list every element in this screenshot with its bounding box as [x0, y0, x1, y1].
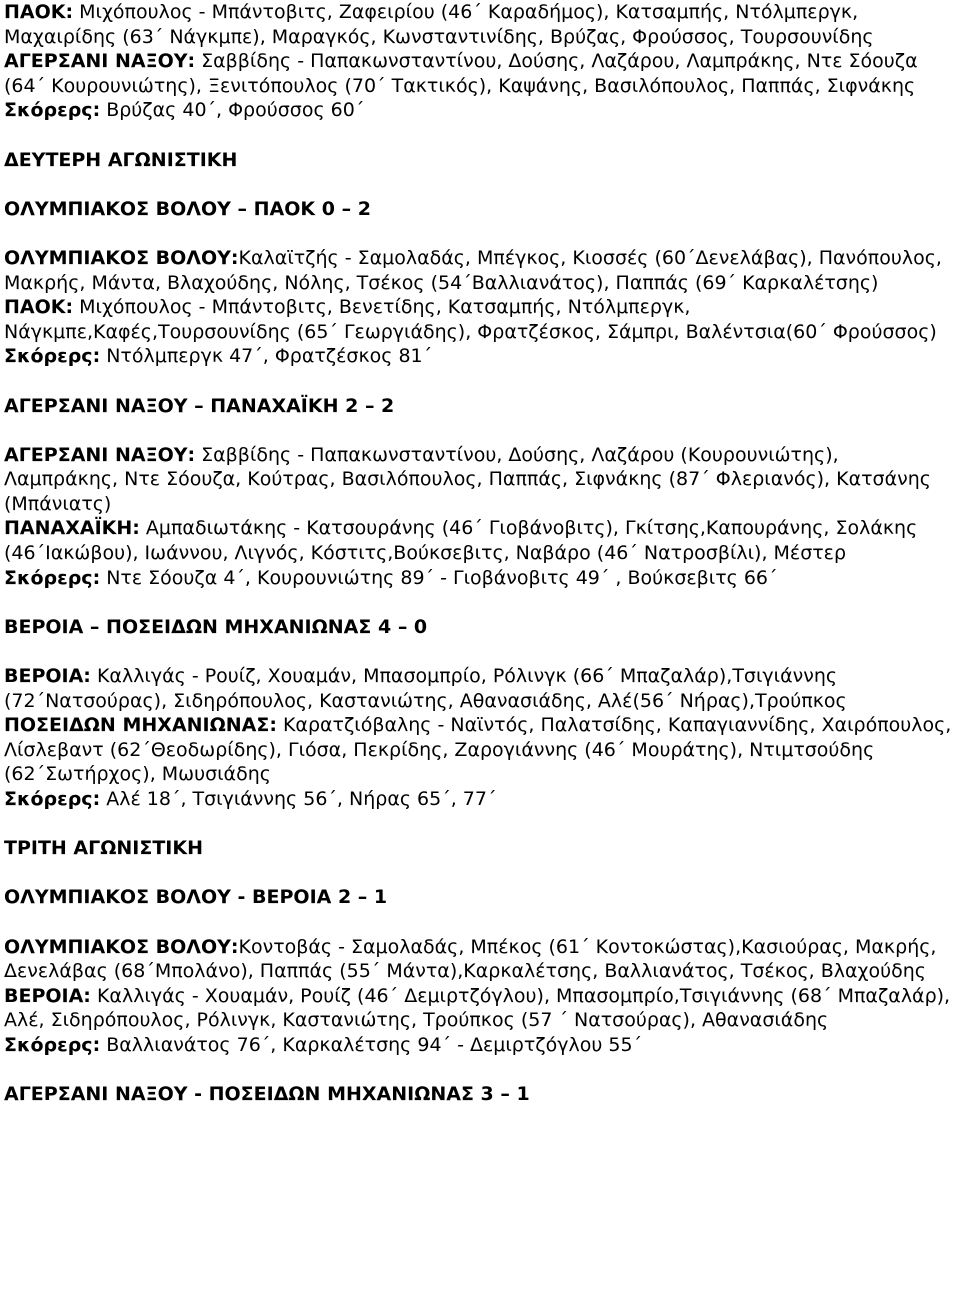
lineup-text: Κοντοβάς - Σαμολαδάς, Μπέκος (61΄ Κοντοκώστας),Κασιούρας, Μακρής, Δενελάβας (68΄Μπολάνο), Παππάς (55΄ Μάντα),Καρκαλέτσης, Βαλλιανάτος, Τσέκος, Βλαχούδης: [4, 935, 937, 983]
lineup-text: Σαββίδης - Παπακωνσταντίνου, Δούσης, Λαζάρου, Λαμπράκης, Ντε Σόουζα (64΄ Κουρουνιώτης), Ξενιτόπουλος (70΄ Τακτικός), Καψάνης, Βασιλόπουλος, Παππάς, Σιφνάκης: [4, 50, 918, 97]
lineup-paragraph: [4, 1033, 956, 1058]
team-label: ΒΕΡΟΙΑ:: [4, 665, 91, 688]
paragraph-gap: [4, 418, 956, 443]
lineup-paragraph: [4, 516, 956, 565]
lineup-text: Αμπαδιωτάκης - Κατσουράνης (46΄ Γιοβάνοβιτς), Γκίτσης,Καπουράνης, Σολάκης (46΄Ιακώβου), Ιωάννου, Λιγνός, Κόστιτς,Βούκσεβιτς, Ναβάρο (46΄ Νατροσβίλι), Μέστερ: [4, 517, 918, 565]
lineup-text: Καρατζιόβαλης - Ναϊντός, Παλατσίδης, Καπαγιαννίδης, Χαιρόπουλος, Λίσλεβαντ (62΄Θεοδωρίδης), Γιόσα, Πεκρίδης, Ζαρογιάννης (46΄ Μουράτης), Ντιμτσούδης (62΄Σωτήρχος), Μωυσιάδης: [4, 714, 952, 786]
paragraph-gap: [4, 910, 956, 935]
team-label: Σκόρερς:: [4, 99, 101, 122]
lineup-paragraph: [4, 664, 956, 713]
section-heading: ΑΓΕΡΣΑΝΙ ΝΑΞΟΥ - ΠΟΣΕΙΔΩΝ ΜΗΧΑΝΙΩΝΑΣ 3 – 1: [4, 1083, 530, 1106]
lineup-text: Ντε Σόουζα 4΄, Κουρουνιώτης 89΄ - Γιοβάνοβιτς 49΄ , Βούκσεβιτς 66΄: [100, 566, 778, 589]
team-label: ΑΓΕΡΣΑΝΙ ΝΑΞΟΥ:: [4, 443, 196, 466]
lineup-paragraph: [4, 344, 956, 369]
team-label: Σκόρερς:: [4, 345, 101, 368]
paragraph-gap: [4, 172, 956, 197]
section-heading: ΑΓΕΡΣΑΝΙ ΝΑΞΟΥ – ΠΑΝΑΧΑΪΚΗ 2 – 2: [4, 394, 395, 417]
lineup-text: Μιχόπουλος - Μπάντοβιτς, Βενετίδης, Κατσαμπής, Ντόλμπεργκ, Νάγκμπε,Καφές,Τουρσουνίδης (65΄ Γεωργιάδης), Φρατζέσκος, Σάμπρι, Βαλέντσια(60΄ Φρούσσος): [4, 296, 937, 343]
team-label: ΒΕΡΟΙΑ:: [4, 984, 91, 1007]
lineup-text: Καλλιγάς - Χουαμάν, Ρουίζ (46΄ Δεμιρτζόγλου), Μπασομπρίο,Τσιγιάννης (68΄ Μπαζαλάρ), Αλέ, Σιδηρόπουλος, Ρόλινγκ, Καστανιώτης, Τρούπκος (57 ΄ Νατσούρας), Αθανασιάδης: [4, 984, 951, 1032]
lineup-text: Βρύζας 40΄, Φρούσσος 60΄: [100, 99, 365, 122]
team-label: Σκόρερς:: [4, 566, 101, 589]
section-heading: ΔΕΥΤΕΡΗ ΑΓΩΝΙΣΤΙΚΗ: [4, 148, 238, 171]
lineup-paragraph: [4, 787, 956, 812]
lineup-paragraph: [4, 98, 956, 123]
paragraph-gap: [4, 639, 956, 664]
lineup-text: Καλλιγάς - Ρουίζ, Χουαμάν, Μπασομπρίο, Ρόλινγκ (66΄ Μπαζαλάρ),Τσιγιάννης (72΄Νατσούρας), Σιδηρόπουλος, Καστανιώτης, Αθανασιάδης, Αλέ(56΄ Νήρας),Τρούπκος: [4, 665, 847, 712]
team-label: ΠΑΝΑΧΑΪΚΗ:: [4, 517, 140, 540]
paragraph-gap: [4, 123, 956, 148]
lineup-text: Καλαϊτζής - Σαμολαδάς, Μπέγκος, Κιοσσές (60΄Δενελάβας), Πανόπουλος, Μακρής, Μάντα, Βλαχούδης, Νόλης, Τσέκος (54΄Βαλλιανάτος), Παππάς (69΄ Καρκαλέτσης): [4, 246, 942, 294]
section-heading: ΟΛΥΜΠΙΑΚΟΣ ΒΟΛΟΥ – ΠΑΟΚ 0 – 2: [4, 197, 371, 220]
team-label: ΟΛΥΜΠΙΑΚΟΣ ΒΟΛΟΥ:: [4, 246, 239, 269]
team-label: Σκόρερς:: [4, 788, 101, 810]
team-label: Σκόρερς:: [4, 1033, 101, 1056]
lineup-paragraph: [4, 713, 956, 787]
section-heading: ΒΕΡΟΙΑ – ΠΟΣΕΙΔΩΝ ΜΗΧΑΝΙΩΝΑΣ 4 – 0: [4, 615, 428, 638]
team-label: ΠΑΟΚ:: [4, 1, 74, 23]
team-label: ΟΛΥΜΠΙΑΚΟΣ ΒΟΛΟΥ:: [4, 935, 239, 958]
lineup-paragraph: [4, 0, 956, 49]
lineup-text: Αλέ 18΄, Τσιγιάννης 56΄, Νήρας 65΄, 77΄: [100, 788, 497, 810]
lineup-paragraph: [4, 935, 956, 984]
lineup-paragraph: [4, 984, 956, 1033]
lineup-text: Βαλλιανάτος 76΄, Καρκαλέτσης 94΄ - Δεμιρτζόγλου 55΄: [100, 1033, 643, 1056]
section-heading: ΤΡΙΤΗ ΑΓΩΝΙΣΤΙΚΗ: [4, 837, 203, 860]
paragraph-gap: [4, 861, 956, 886]
lineup-paragraph: [4, 295, 956, 344]
lineup-paragraph: [4, 566, 956, 591]
lineup-paragraph: [4, 443, 956, 517]
paragraph-gap: [4, 221, 956, 246]
team-label: ΠΑΟΚ:: [4, 296, 74, 319]
paragraph-gap: [4, 590, 956, 615]
lineup-text: Μιχόπουλος - Μπάντοβιτς, Ζαφειρίου (46΄ Καραδήμος), Κατσαμπής, Ντόλμπεργκ, Μαχαιρίδης (63΄ Νάγκμπε), Μαραγκός, Κωνσταντινίδης, Βρύζας, Φρούσσος, Τουρσουνίδης: [4, 1, 874, 48]
lineup-text: Ντόλμπεργκ 47΄, Φρατζέσκος 81΄: [100, 345, 433, 368]
paragraph-gap: [4, 369, 956, 394]
team-label: ΠΟΣΕΙΔΩΝ ΜΗΧΑΝΙΩΝΑΣ:: [4, 714, 277, 737]
section-heading: ΟΛΥΜΠΙΑΚΟΣ ΒΟΛΟΥ - ΒΕΡΟΙΑ 2 – 1: [4, 886, 388, 909]
lineup-text: Σαββίδης - Παπακωνσταντίνου, Δούσης, Λαζάρου (Κουρουνιώτης), Λαμπράκης, Ντε Σόουζα, Κούτρας, Βασιλόπουλος, Παππάς, Σιφνάκης (87΄ Φλεριανός), Κατσάνης (Μπάνιατς): [4, 443, 931, 515]
paragraph-gap: [4, 1058, 956, 1083]
team-label: ΑΓΕΡΣΑΝΙ ΝΑΞΟΥ:: [4, 50, 196, 73]
paragraph-gap: [4, 812, 956, 837]
lineup-paragraph: [4, 49, 956, 98]
lineup-paragraph: [4, 246, 956, 295]
